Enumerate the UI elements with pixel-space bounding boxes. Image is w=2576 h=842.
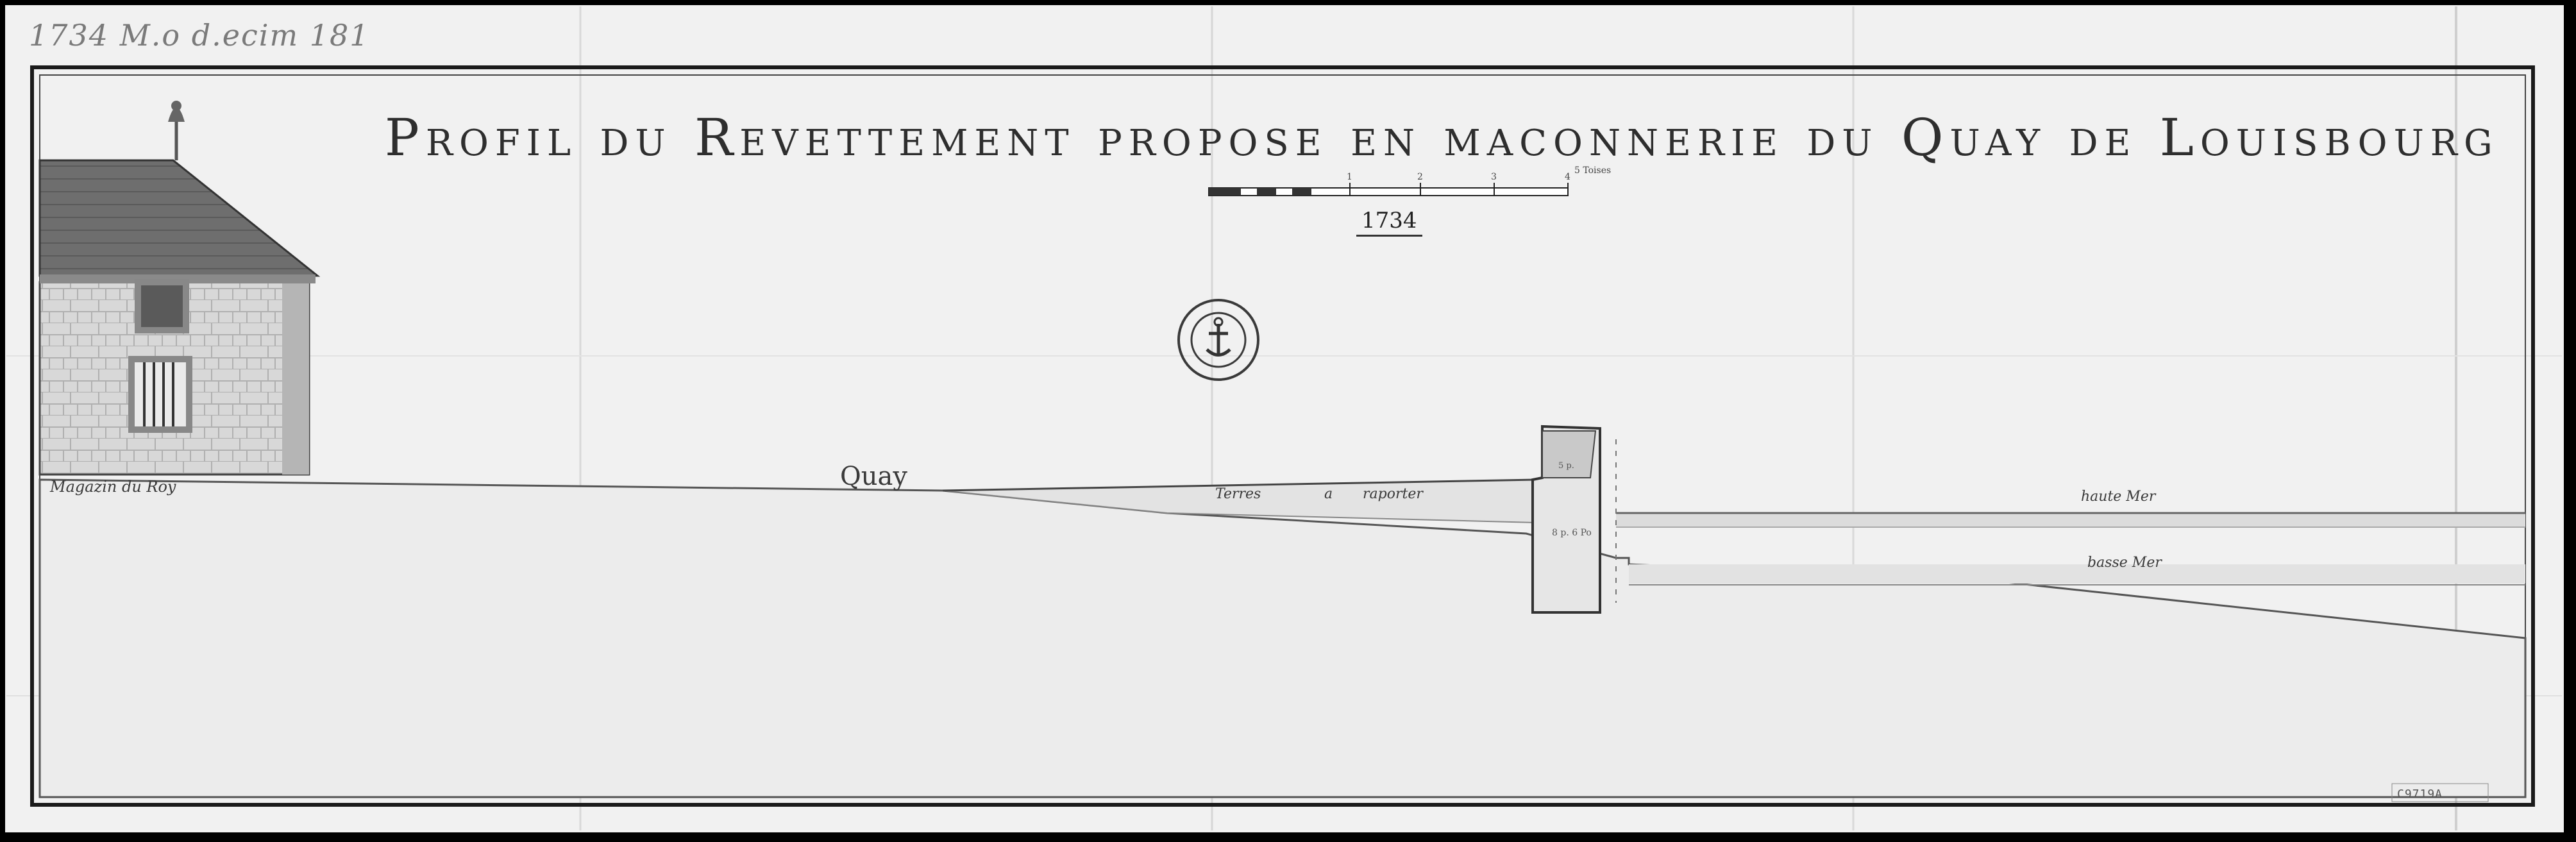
svg-text:8 p. 6 Po: 8 p. 6 Po xyxy=(1552,528,1592,538)
map-title: Profil du Revettement propose en maconnerie du Quay de Louisbourg xyxy=(385,108,2499,167)
svg-text:5 p.: 5 p. xyxy=(1558,461,1574,471)
label-quay: Quay xyxy=(840,462,907,491)
svg-text:3: 3 xyxy=(1491,172,1497,182)
corner-stamp: C9719A xyxy=(2397,787,2443,801)
label-terres: Terres xyxy=(1215,486,1261,502)
label-a: a xyxy=(1324,486,1333,502)
map-year: 1734 xyxy=(1356,208,1422,237)
label-haute-mer: haute Mer xyxy=(2081,489,2156,505)
label-basse-mer: basse Mer xyxy=(2087,555,2162,571)
low-sea-band xyxy=(1629,564,2525,584)
library-seal xyxy=(1179,300,1258,380)
svg-text:5 Toises: 5 Toises xyxy=(1574,165,1612,176)
label-raporter: raporter xyxy=(1363,486,1423,502)
label-magazin-du-roy: Magazin du Roy xyxy=(50,478,176,496)
svg-text:1: 1 xyxy=(1347,172,1352,182)
high-sea-band xyxy=(1616,513,2525,527)
archive-catalog-note: 1734 M.o d.ecim 181 xyxy=(29,18,370,53)
svg-text:2: 2 xyxy=(1417,172,1423,182)
svg-text:4: 4 xyxy=(1565,172,1570,182)
